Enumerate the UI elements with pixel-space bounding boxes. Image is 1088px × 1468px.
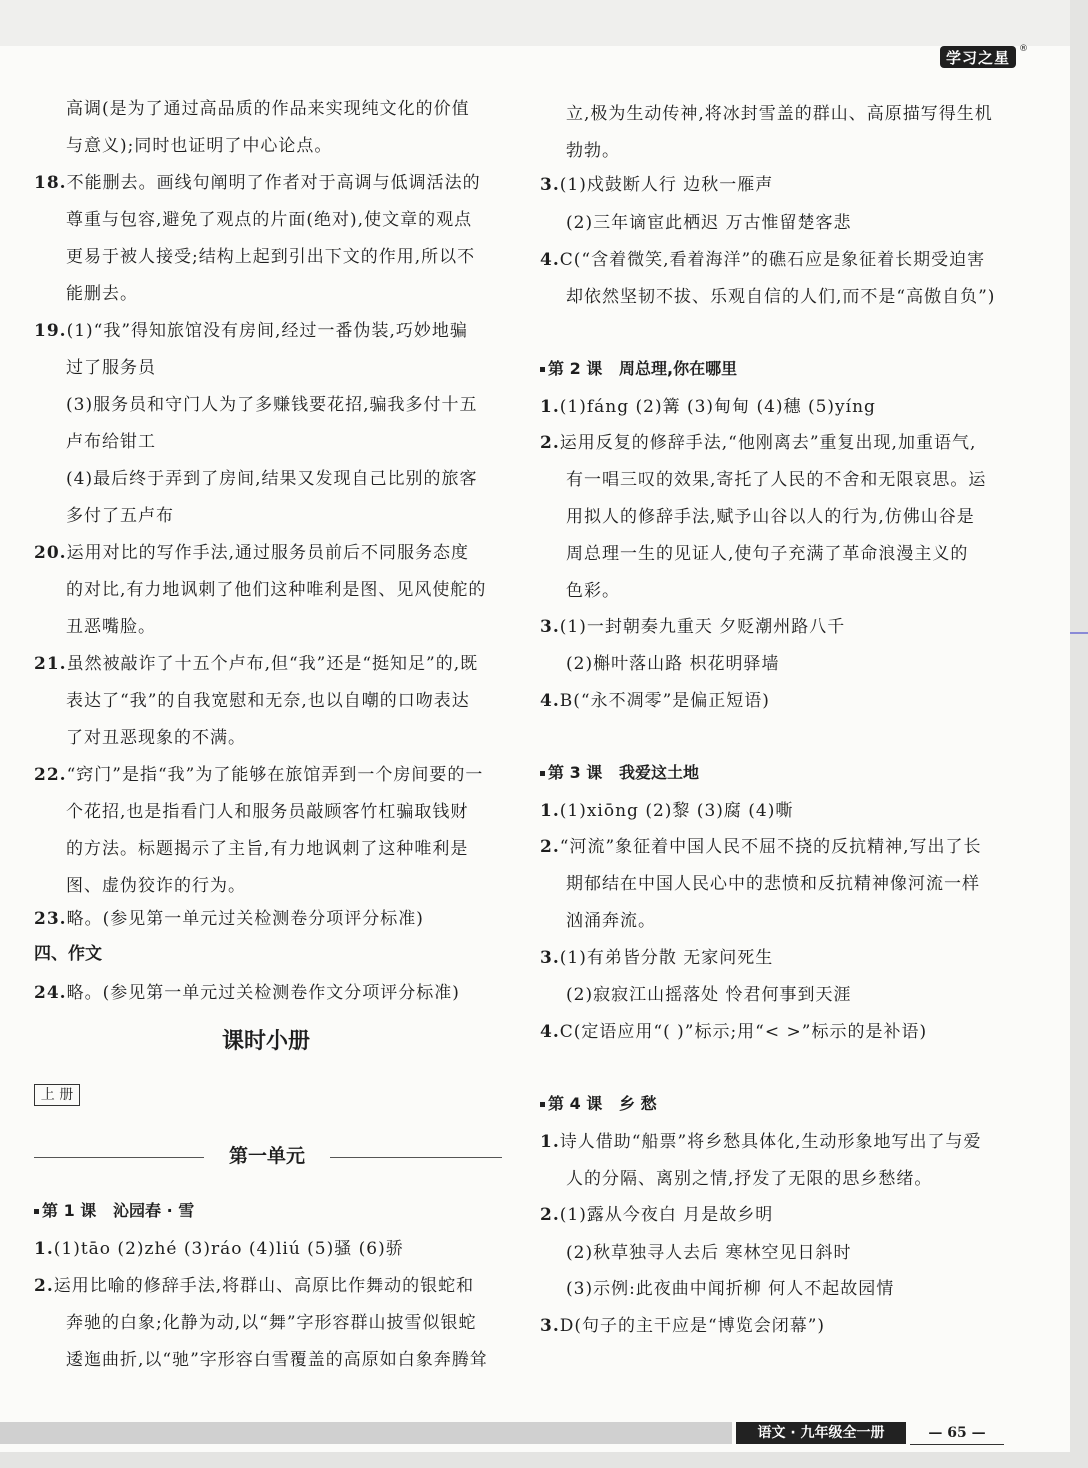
answer-line bbox=[66, 355, 156, 381]
answer-text: 过了服务员 bbox=[66, 358, 156, 378]
answer-text: 卢布给钳工 bbox=[66, 432, 156, 452]
lesson-title: 我爱这土地 bbox=[619, 763, 700, 782]
answer-text: B(“永不凋零”是偏正短语) bbox=[559, 691, 770, 711]
answer-line bbox=[66, 1347, 488, 1373]
lesson4-heading bbox=[540, 1091, 657, 1117]
answer-line bbox=[566, 1166, 932, 1192]
answer-line bbox=[66, 725, 246, 751]
answer-text: C(定语应用“( )”标示;用“< >”标示的是补语) bbox=[559, 1022, 928, 1042]
question-number: 19. bbox=[34, 321, 67, 341]
answer-text: 了对丑恶现象的不满。 bbox=[66, 728, 246, 748]
answer-line-24 bbox=[34, 980, 460, 1006]
answer-line bbox=[34, 1273, 474, 1299]
answer-text: 周总理一生的见证人,使句子充满了革命浪漫主义的 bbox=[566, 544, 969, 564]
answer-line bbox=[34, 1236, 404, 1262]
bullet-marker bbox=[34, 1209, 39, 1214]
answer-text: (1)fáng (2)篝 (3)甸甸 (4)穗 (5)yíng bbox=[559, 397, 876, 417]
question-number: 22. bbox=[34, 765, 67, 785]
booklet-title: 课时小册 bbox=[221, 1029, 310, 1054]
lesson-tag: 第 1 课 bbox=[42, 1201, 97, 1220]
page-footer bbox=[0, 1422, 1070, 1444]
answer-line bbox=[540, 394, 876, 420]
question-number: 2. bbox=[34, 1276, 54, 1296]
lesson-title: 乡 愁 bbox=[619, 1094, 657, 1113]
answer-line bbox=[566, 908, 656, 934]
answer-line bbox=[34, 318, 468, 344]
question-number: 4. bbox=[540, 1022, 560, 1042]
answer-line bbox=[66, 207, 472, 233]
answer-text: (3)示例:此夜曲中闻折柳 何人不起故园情 bbox=[566, 1279, 895, 1299]
answer-text: 图、虚伪狡诈的行为。 bbox=[66, 876, 246, 896]
answer-text: 不能删去。画线句阐明了作者对于高调与低调活法的 bbox=[66, 173, 481, 193]
answer-line bbox=[66, 503, 174, 529]
question-number: 4. bbox=[540, 250, 560, 270]
answer-text: 诗人借助“船票”将乡愁具体化,生动形象地写出了与爱 bbox=[559, 1132, 982, 1152]
answer-text: (1)xiōng (2)黎 (3)腐 (4)嘶 bbox=[559, 801, 794, 821]
answer-line bbox=[34, 906, 424, 932]
footer-band bbox=[0, 1422, 732, 1444]
answer-text: (1)戍鼓断人行 边秋一雁声 bbox=[559, 175, 774, 195]
volume-label: 上 册 bbox=[34, 1084, 80, 1106]
section-essay-heading: 四、作文 bbox=[34, 944, 102, 964]
answer-text: 人的分隔、离别之情,抒发了无限的思乡愁绪。 bbox=[566, 1169, 933, 1189]
answer-line bbox=[566, 504, 975, 530]
answer-line bbox=[66, 688, 470, 714]
answer-line bbox=[566, 1240, 851, 1266]
answer-text: (1)“我”得知旅馆没有房间,经过一番伪装,巧妙地骗 bbox=[66, 321, 468, 341]
answer-text: 立,极为生动传神,将冰封雪盖的群山、高原描写得生机 bbox=[566, 104, 993, 124]
answer-text: 运用对比的写作手法,通过服务员前后不同服务态度 bbox=[66, 543, 469, 563]
question-number: 18. bbox=[34, 173, 67, 193]
answer-line bbox=[66, 1310, 477, 1336]
answer-text: 虽然被敲诈了十五个卢布,但“我”还是“挺知足”的,既 bbox=[66, 654, 479, 674]
lesson1-heading bbox=[34, 1198, 194, 1224]
question-number: 1. bbox=[540, 801, 560, 821]
answer-text: 期郁结在中国人民心中的悲愤和反抗精神像河流一样 bbox=[566, 874, 980, 894]
answer-text: “窍门”是指“我”为了能够在旅馆弄到一个房间要的一 bbox=[66, 765, 484, 785]
bullet-marker bbox=[540, 1102, 545, 1107]
page-edge-mark bbox=[1070, 632, 1088, 634]
answer-line bbox=[540, 834, 982, 860]
answer-line bbox=[540, 247, 985, 273]
answer-line bbox=[566, 541, 968, 567]
question-number: 2. bbox=[540, 837, 560, 857]
answer-line bbox=[566, 982, 851, 1008]
answer-text: (4)最后终于弄到了房间,结果又发现自己比别的旅客 bbox=[66, 469, 478, 489]
answer-text: 有一唱三叹的效果,寄托了人民的不舍和无限哀思。运 bbox=[566, 470, 987, 490]
answer-text: 能删去。 bbox=[66, 284, 138, 304]
question-number: 21. bbox=[34, 654, 67, 674]
question-number: 23. bbox=[34, 909, 67, 929]
answer-text: 运用反复的修辞手法,“他刚离去”重复出现,加重语气, bbox=[559, 433, 977, 453]
lesson-tag: 第 4 课 bbox=[548, 1094, 603, 1113]
question-number: 4. bbox=[540, 691, 560, 711]
answer-text: (2)三年谪宦此栖迟 万古惟留楚客悲 bbox=[566, 213, 852, 233]
answer-line bbox=[540, 1313, 825, 1339]
answer-line bbox=[540, 945, 773, 971]
answer-text: 表达了“我”的自我宽慰和无奈,也以自嘲的口吻表达 bbox=[66, 691, 470, 711]
answer-text: D(句子的主干应是“博览会闭幕”) bbox=[559, 1316, 826, 1336]
answer-text: (1)tāo (2)zhé (3)ráo (4)liú (5)骚 (6)骄 bbox=[53, 1239, 404, 1259]
question-number: 24. bbox=[34, 983, 67, 1003]
answer-line bbox=[566, 467, 986, 493]
question-number: 3. bbox=[540, 175, 560, 195]
question-number: 3. bbox=[540, 948, 560, 968]
unit-title: 第一单元 bbox=[228, 1145, 305, 1167]
answer-line bbox=[566, 578, 620, 604]
bullet-marker bbox=[540, 771, 545, 776]
answer-text: 略。(参见第一单元过关检测卷分项评分标准) bbox=[66, 909, 424, 929]
answer-line bbox=[66, 429, 156, 455]
answer-text: 略。(参见第一单元过关检测卷作文分项评分标准) bbox=[66, 983, 460, 1003]
answer-text: 却依然坚韧不拔、乐观自信的人们,而不是“高傲自负”) bbox=[566, 287, 996, 307]
question-number: 2. bbox=[540, 1205, 560, 1225]
answer-line bbox=[540, 1202, 773, 1228]
unit-rule-right bbox=[330, 1157, 502, 1158]
answer-text: 更易于被人接受;结构上起到引出下文的作用,所以不 bbox=[66, 247, 476, 267]
question-number: 1. bbox=[540, 397, 560, 417]
answer-text: “河流”象征着中国人民不屈不挠的反抗精神,写出了长 bbox=[559, 837, 982, 857]
answer-text: 与意义);同时也证明了中心论点。 bbox=[66, 136, 333, 156]
bullet-marker bbox=[540, 367, 545, 372]
footer-book-title: 语文 · 九年级全一册 bbox=[736, 1422, 906, 1444]
answer-line bbox=[566, 210, 851, 236]
answer-line bbox=[34, 540, 469, 566]
answer-line bbox=[566, 871, 980, 897]
answer-line bbox=[540, 172, 773, 198]
answer-line bbox=[566, 284, 995, 310]
answer-line bbox=[34, 762, 483, 788]
lesson-tag: 第 2 课 bbox=[548, 359, 603, 378]
answer-text: 逶迤曲折,以“驰”字形容白雪覆盖的高原如白象奔腾耸 bbox=[66, 1350, 488, 1370]
answer-text: 个花招,也是指看门人和服务员敲顾客竹杠骗取钱财 bbox=[66, 802, 469, 822]
answer-text: 多付了五卢布 bbox=[66, 506, 174, 526]
answer-text: 的方法。标题揭示了主旨,有力地讽刺了这种唯利是 bbox=[66, 839, 469, 859]
top-band bbox=[0, 0, 1070, 46]
brand-logo: 学习之星 bbox=[940, 46, 1016, 68]
answer-line bbox=[66, 392, 477, 418]
answer-text: 汹涌奔流。 bbox=[566, 911, 656, 931]
answer-text: (2)秋草独寻人去后 寒林空见日斜时 bbox=[566, 1243, 852, 1263]
question-number: 20. bbox=[34, 543, 67, 563]
question-number: 1. bbox=[540, 1132, 560, 1152]
answer-text: 勃勃。 bbox=[566, 141, 620, 161]
answer-line bbox=[566, 101, 993, 127]
question-number: 3. bbox=[540, 1316, 560, 1336]
answer-line bbox=[566, 1276, 894, 1302]
answer-text: (1)一封朝奏九重天 夕贬潮州路八千 bbox=[559, 617, 846, 637]
answer-line bbox=[566, 138, 620, 164]
answer-text: 色彩。 bbox=[566, 581, 620, 601]
answer-text: 奔驰的白象;化静为动,以“舞”字形容群山披雪似银蛇 bbox=[66, 1313, 477, 1333]
answer-line bbox=[34, 170, 481, 196]
answer-line bbox=[66, 836, 468, 862]
answer-line bbox=[66, 466, 477, 492]
lesson3-heading bbox=[540, 760, 699, 786]
answer-line bbox=[540, 688, 770, 714]
lesson-tag: 第 3 课 bbox=[548, 763, 603, 782]
answer-text: (1)有弟皆分散 无家问死生 bbox=[559, 948, 774, 968]
answer-line bbox=[540, 1019, 927, 1045]
lesson-title: 沁园春 · 雪 bbox=[113, 1201, 195, 1220]
answer-text: 丑恶嘴脸。 bbox=[66, 617, 156, 637]
answer-text: (2)槲叶落山路 枳花明驿墙 bbox=[566, 654, 780, 674]
answer-line bbox=[540, 798, 793, 824]
answer-text: (2)寂寂江山摇落处 怜君何事到天涯 bbox=[566, 985, 852, 1005]
answer-line bbox=[540, 1129, 982, 1155]
unit-rule-left bbox=[34, 1157, 204, 1158]
question-number: 2. bbox=[540, 433, 560, 453]
answer-text: 高调(是为了通过高品质的作品来实现纯文化的价值 bbox=[66, 99, 470, 119]
answer-text: (1)露从今夜白 月是故乡明 bbox=[559, 1205, 774, 1225]
lesson2-heading bbox=[540, 356, 737, 382]
answer-text: 运用比喻的修辞手法,将群山、高原比作舞动的银蛇和 bbox=[53, 1276, 475, 1296]
answer-line bbox=[66, 281, 138, 307]
answer-text: (3)服务员和守门人为了多赚钱要花招,骗我多付十五 bbox=[66, 395, 478, 415]
answer-text: 尊重与包容,避免了观点的片面(绝对),使文章的观点 bbox=[66, 210, 473, 230]
answer-line bbox=[66, 244, 475, 270]
brand-registered-mark: ® bbox=[1019, 44, 1028, 54]
answer-text: 的对比,有力地讽刺了他们这种唯利是图、见风使舵的 bbox=[66, 580, 487, 600]
lesson-title: 周总理,你在哪里 bbox=[619, 359, 738, 378]
answer-line bbox=[66, 799, 468, 825]
answer-line bbox=[66, 96, 470, 122]
answer-text: 用拟人的修辞手法,赋予山谷以人的行为,仿佛山谷是 bbox=[566, 507, 975, 527]
answer-line bbox=[566, 651, 779, 677]
answer-line bbox=[540, 614, 845, 640]
answer-line bbox=[540, 430, 976, 456]
answer-line bbox=[66, 577, 486, 603]
answer-line bbox=[66, 133, 332, 159]
answer-line bbox=[34, 651, 478, 677]
question-number: 1. bbox=[34, 1239, 54, 1259]
answer-line bbox=[66, 873, 246, 899]
answer-line bbox=[66, 614, 156, 640]
page-number: — 65 — bbox=[910, 1422, 1004, 1445]
question-number: 3. bbox=[540, 617, 560, 637]
answer-text: C(“含着微笑,看着海洋”的礁石应是象征着长期受迫害 bbox=[559, 250, 986, 270]
